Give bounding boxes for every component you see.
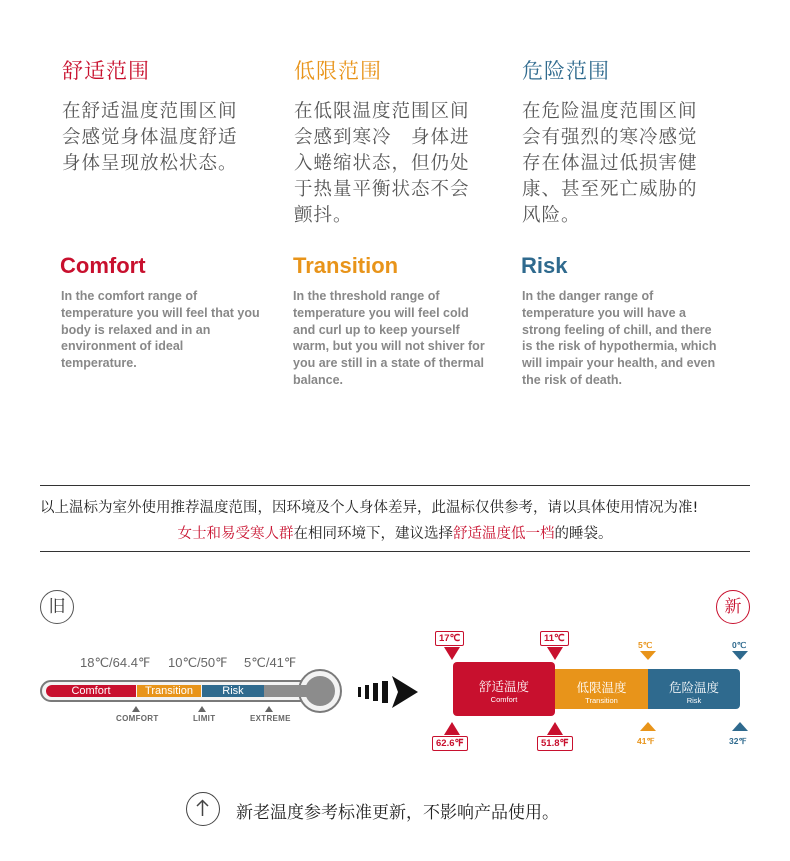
extreme-marker-icon xyxy=(265,706,273,712)
risk-zh-title: 危险范围 xyxy=(522,59,610,83)
new-box-risk-zh: 危险温度 xyxy=(668,680,719,695)
thermometer-neck xyxy=(264,685,308,697)
new-box-comfort xyxy=(453,662,555,716)
new-label: 新 xyxy=(716,590,750,624)
risk-column xyxy=(522,55,732,229)
old-segment-transition: Transition xyxy=(137,685,201,697)
top-divider xyxy=(40,485,750,486)
transition-en-title: Transition xyxy=(293,253,399,278)
new-box-transition xyxy=(555,669,648,709)
down-pointer-icon xyxy=(547,647,563,660)
tag-51-8f: 51.8℉ xyxy=(537,736,573,751)
thermometer-bulb-fill xyxy=(305,676,335,706)
transition-column xyxy=(294,55,504,229)
notice-highlight-2: 舒适温度低一档 xyxy=(453,526,555,542)
transition-zh-title: 低限范围 xyxy=(294,59,382,83)
notice-line-2 xyxy=(40,522,750,543)
up-pointer-icon xyxy=(732,722,748,731)
new-box-risk-en: Risk xyxy=(686,696,702,705)
up-pointer-icon xyxy=(547,722,563,735)
new-box-comfort-en: Comfort xyxy=(490,695,518,704)
old-segment-risk: Risk xyxy=(202,685,264,697)
comfort-en-title: Comfort xyxy=(60,253,146,278)
old-tick-extreme: 5℃/41℉ xyxy=(244,655,297,670)
label-5c: 5℃ xyxy=(638,640,653,650)
risk-en-title: Risk xyxy=(521,253,568,278)
tag-11c: 11℃ xyxy=(540,631,569,646)
new-box-risk xyxy=(648,669,740,709)
bottom-divider xyxy=(40,551,750,552)
old-tick-comfort: 18℃/64.4℉ xyxy=(80,655,151,670)
comfort-zh-body: 在舒适温度范围区间 会感觉身体温度舒适 身体呈现放松状态。 xyxy=(62,101,238,174)
up-pointer-icon xyxy=(640,722,656,731)
notice-end: 的睡袋。 xyxy=(554,526,613,542)
label-32f: 32℉ xyxy=(729,736,747,746)
old-label: 旧 xyxy=(40,590,74,624)
footer-text: 新老温度参考标准更新，不影响产品使用。 xyxy=(236,803,559,823)
comfort-zh-title: 舒适范围 xyxy=(62,59,150,83)
old-segment-comfort: Comfort xyxy=(46,685,136,697)
risk-zh-body: 在危险温度范围区间 会有强烈的寒冷感觉 存在体温过低损害健 康、甚至死亡威胁的 风险。 xyxy=(522,101,698,226)
new-box-transition-zh: 低限温度 xyxy=(576,680,627,695)
down-pointer-icon xyxy=(640,651,656,660)
down-pointer-icon xyxy=(732,651,748,660)
label-0c: 0℃ xyxy=(732,640,747,650)
up-pointer-icon xyxy=(444,722,460,735)
label-41f: 41℉ xyxy=(637,736,655,746)
notice-middle: 在相同环境下，建议选择 xyxy=(293,526,453,542)
marker-label-limit: LIMIT xyxy=(193,714,216,723)
new-box-comfort-zh: 舒适温度 xyxy=(478,679,529,694)
comfort-marker-icon xyxy=(132,706,140,712)
risk-en-body: In the danger range of temperature you will have a strong feeling of chill, and there is the risk of hypothermia, which will impair your health, and even the risk of death. xyxy=(522,289,717,387)
tag-17c: 17℃ xyxy=(435,631,464,646)
notice-line-1: 以上温标为室外使用推荐温度范围，因环境及个人身体差异，此温标仅供参考，请以具体使用情况为准! xyxy=(40,500,699,516)
notice-highlight-1: 女士和易受寒人群 xyxy=(177,526,294,542)
transition-en-body: In the threshold range of temperature you will feel cold and curl up to keep yourself warm, but you will not shiver for you are still in a state of thermal balance. xyxy=(293,289,485,387)
marker-label-comfort: COMFORT xyxy=(116,714,159,723)
transition-arrow-icon xyxy=(356,674,422,714)
comfort-en-body: In the comfort range of temperature you will feel that you body is relaxed and in an environment of ideal temperature. xyxy=(61,289,260,371)
tag-62-6f: 62.6℉ xyxy=(432,736,468,751)
limit-marker-icon xyxy=(198,706,206,712)
marker-label-extreme: EXTREME xyxy=(250,714,291,723)
new-box-transition-en: Transition xyxy=(585,696,618,705)
up-arrow-icon xyxy=(186,792,220,826)
transition-zh-body: 在低限温度范围区间 会感到寒冷 身体进 入蜷缩状态，但仍处 于热量平衡状态不会 颤抖。 xyxy=(294,101,470,226)
old-tick-limit: 10℃/50℉ xyxy=(168,655,228,670)
down-pointer-icon xyxy=(444,647,460,660)
comfort-column xyxy=(62,55,272,177)
